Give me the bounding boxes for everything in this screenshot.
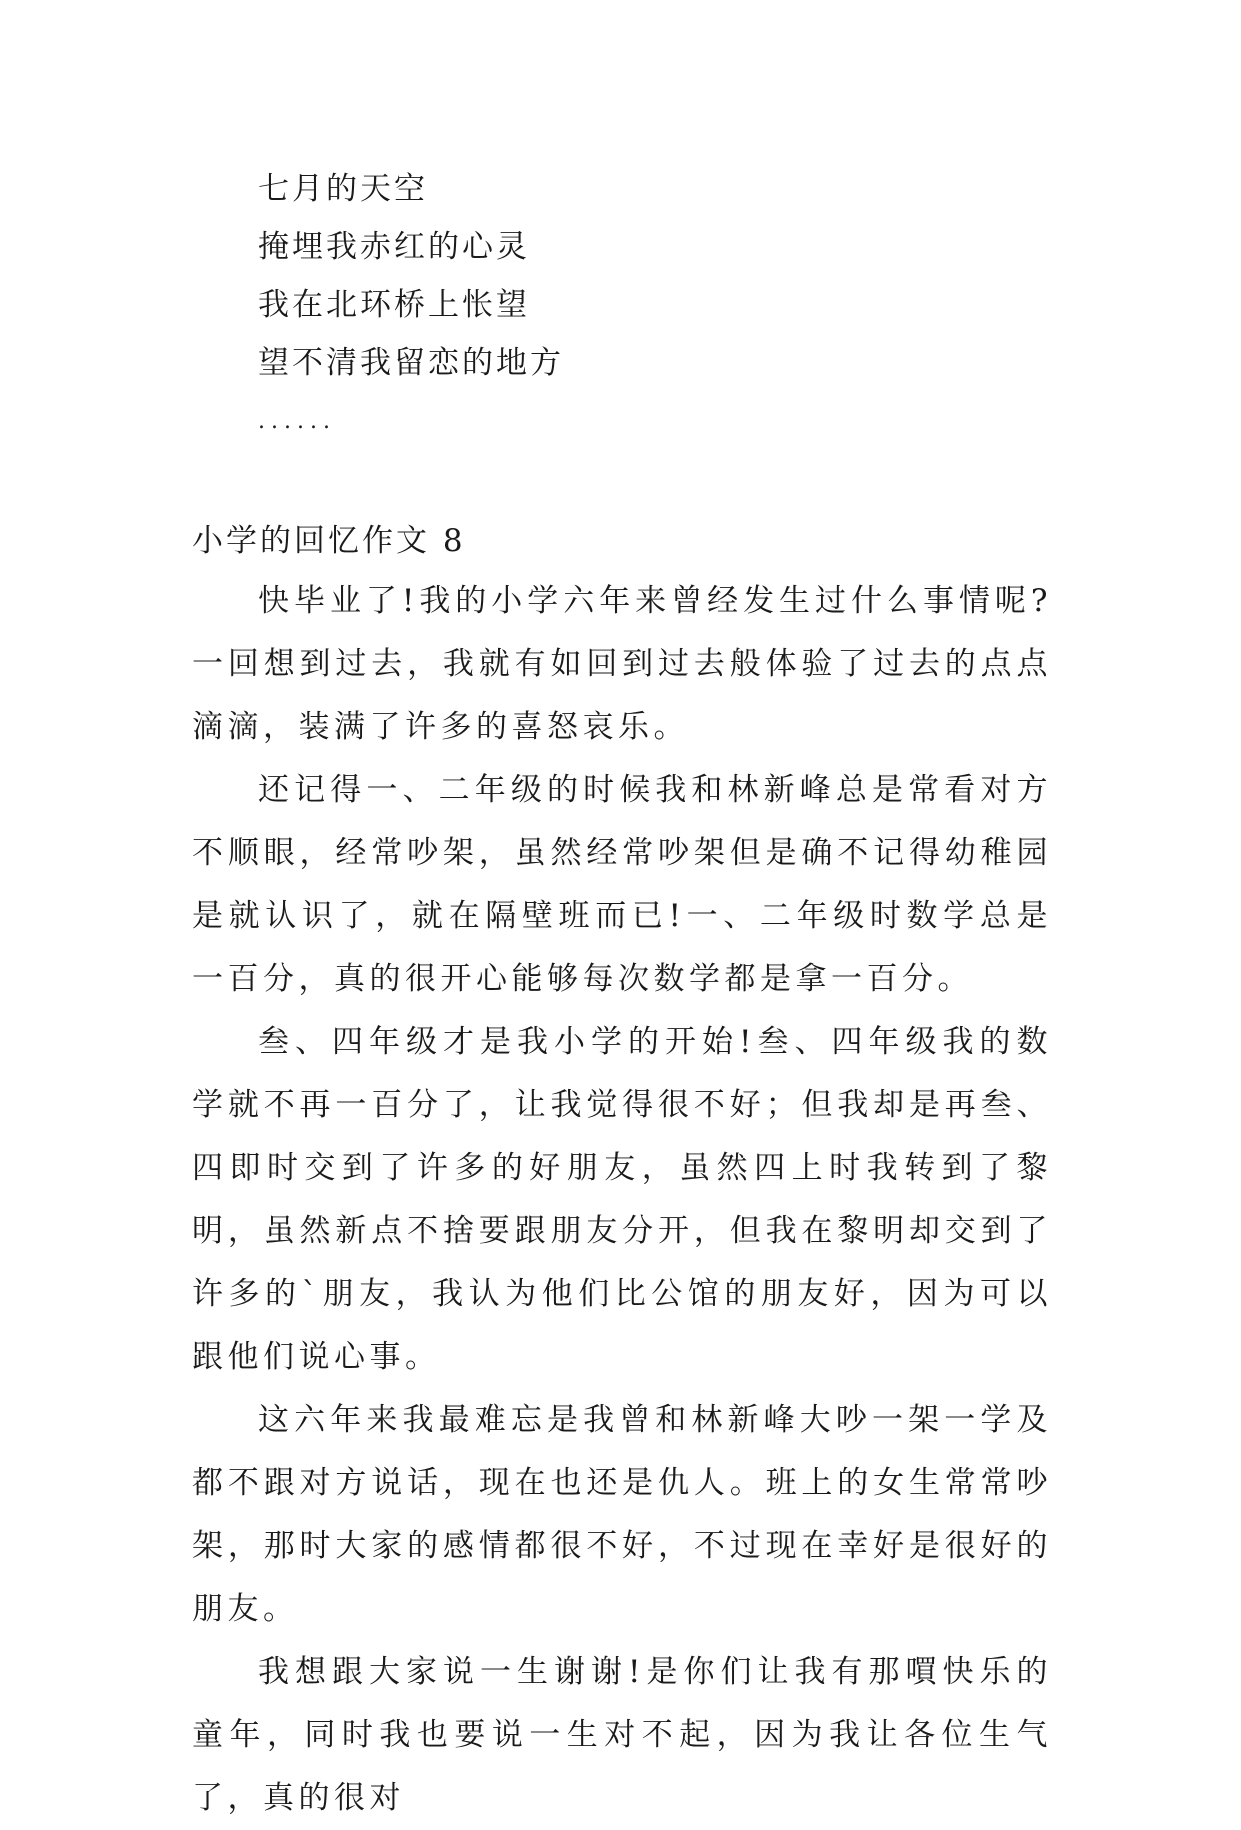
- poem-block: [258, 160, 958, 442]
- poem-line: 掩埋我赤红的心灵: [258, 229, 530, 265]
- essay-paragraph: 叁、四年级才是我小学的开始!叁、四年级我的数学就不再一百分了，让我觉得很不好；但我却是再叁、四即时交到了许多的好朋友，虽然四上时我转到了黎明，虽然新点不捨要跟朋友分开，但我在黎明却交到了许多的`朋友，我认为他们比公馆的朋友好，因为可以跟他们说心事。: [192, 1024, 1052, 1375]
- poem-line: 七月的天空: [258, 171, 428, 207]
- essay-paragraph: 快毕业了!我的小学六年来曾经发生过什么事情呢?一回想到过去，我就有如回到过去般体验了过去的点点滴滴，装满了许多的喜怒哀乐。: [192, 583, 1052, 745]
- essay-paragraph: 这六年来我最难忘是我曾和林新峰大吵一架一学及都不跟对方说话，现在也还是仇人。班上的女生常常吵架，那时大家的感情都很不好，不过现在幸好是很好的朋友。: [192, 1402, 1052, 1627]
- essay-title: 小学的回忆作文 8: [192, 523, 466, 559]
- essay-block: [192, 512, 1052, 1830]
- poem-ellipsis: ......: [258, 409, 336, 434]
- poem-line: 我在北环桥上怅望: [258, 287, 530, 323]
- essay-paragraph: 我想跟大家说一生谢谢!是你们让我有那嘪快乐的童年，同时我也要说一生对不起，因为我让各位生气了，真的很对: [192, 1654, 1052, 1816]
- poem-line: 望不清我留恋的地方: [258, 345, 564, 381]
- essay-paragraph: 还记得一、二年级的时候我和林新峰总是常看对方不顺眼，经常吵架，虽然经常吵架但是确不记得幼稚园是就认识了，就在隔壁班而已!一、二年级时数学总是一百分，真的很开心能够每次数学都是拿一百分。: [192, 772, 1052, 997]
